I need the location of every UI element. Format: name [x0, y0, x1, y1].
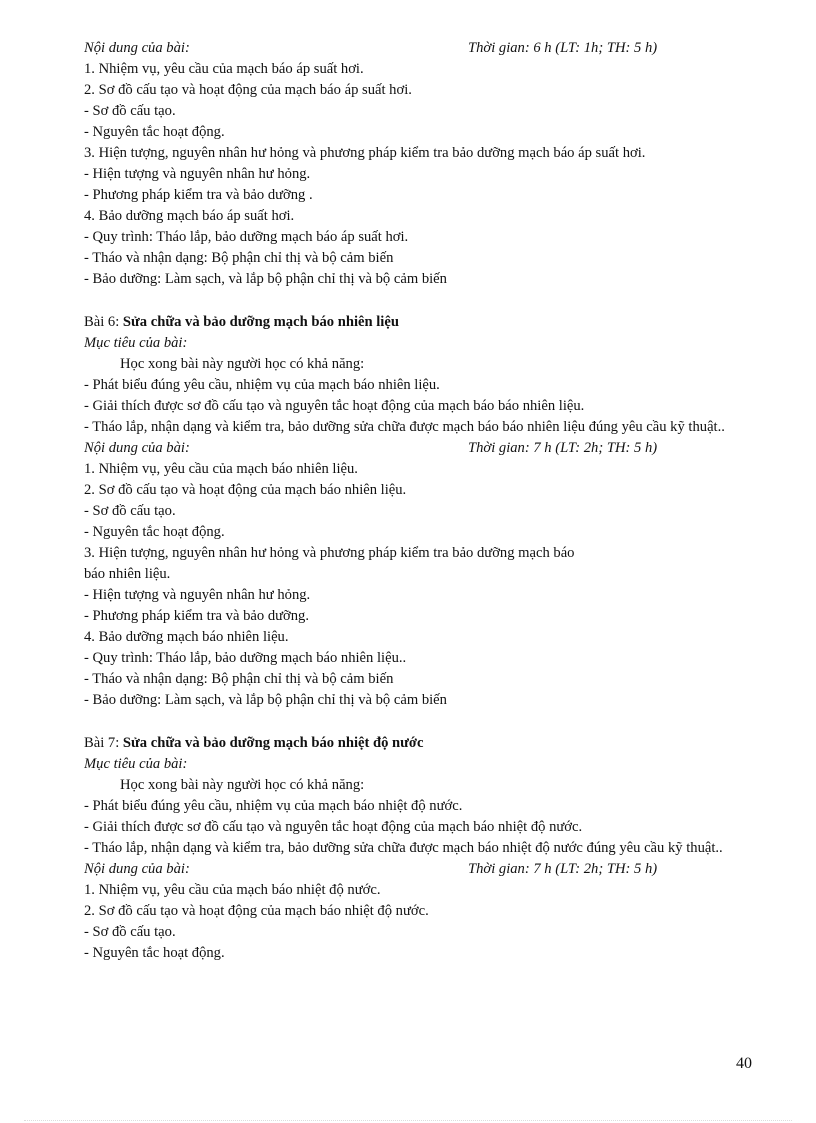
- content-line: - Phương pháp kiểm tra và bảo dưỡng.: [84, 608, 309, 624]
- duration-label: Thời gian: 7 h (LT: 2h; TH: 5 h): [468, 440, 658, 456]
- content-line: 4. Bảo dưỡng mạch báo áp suất hơi.: [84, 208, 295, 224]
- content-line: - Tháo và nhận dạng: Bộ phận chỉ thị và bộ cảm biến: [84, 671, 394, 687]
- objective-line: - Phát biểu đúng yêu cầu, nhiệm vụ của mạch báo nhiên liệu.: [84, 377, 440, 393]
- lesson-title: Sửa chữa và bảo dưỡng mạch báo nhiên liệu: [122, 314, 399, 330]
- section-spacer: [84, 290, 764, 312]
- content-line: - Hiện tượng và nguyên nhân hư hỏng.: [84, 587, 311, 603]
- duration-label: Thời gian: 6 h (LT: 1h; TH: 5 h): [468, 40, 658, 56]
- content-line: - Quy trình: Tháo lắp, bảo dưỡng mạch báo nhiên liệu..: [84, 650, 407, 666]
- content-line: - Nguyên tắc hoạt động.: [84, 124, 225, 140]
- lesson-heading: [84, 733, 764, 754]
- objective-line: - Tháo lắp, nhận dạng và kiểm tra, bảo dưỡng sửa chữa được mạch báo báo nhiên liệu đúng yêu cầu kỹ thuật..: [84, 419, 725, 435]
- objective-label: Mục tiêu của bài:: [84, 335, 188, 351]
- objective-line: - Giải thích được sơ đồ cấu tạo và nguyên tắc hoạt động của mạch báo nhiệt độ nước.: [84, 819, 583, 835]
- section-spacer: [84, 711, 764, 733]
- lesson-prefix: Bài 7:: [84, 735, 123, 751]
- content-line: 1. Nhiệm vụ, yêu cầu của mạch báo nhiệt độ nước.: [84, 882, 381, 898]
- content-line: 3. Hiện tượng, nguyên nhân hư hỏng và phương pháp kiểm tra bảo dưỡng mạch báo áp suất hơi.: [84, 145, 646, 161]
- duration-label: Thời gian: 7 h (LT: 2h; TH: 5 h): [468, 861, 658, 877]
- content-line: - Quy trình: Tháo lắp, bảo dưỡng mạch báo áp suất hơi.: [84, 229, 409, 245]
- content-line: - Sơ đồ cấu tạo.: [84, 924, 176, 940]
- content-line: 1. Nhiệm vụ, yêu cầu của mạch báo áp suất hơi.: [84, 61, 364, 77]
- objective-line: - Phát biểu đúng yêu cầu, nhiệm vụ của mạch báo nhiệt độ nước.: [84, 798, 463, 814]
- objective-intro: Học xong bài này người học có khả năng:: [120, 356, 365, 372]
- content-line: báo nhiên liệu.: [84, 566, 171, 582]
- lesson-title: Sửa chữa và bảo dưỡng mạch báo nhiệt độ nước: [122, 735, 424, 751]
- content-label: Nội dung của bài:: [84, 440, 190, 456]
- lesson-prefix: Bài 6:: [84, 314, 123, 330]
- content-line: 3. Hiện tượng, nguyên nhân hư hỏng và phương pháp kiểm tra bảo dưỡng mạch báo: [84, 545, 575, 561]
- objective-line: - Tháo lắp, nhận dạng và kiểm tra, bảo dưỡng sửa chữa được mạch báo nhiệt độ nước đúng yêu cầu kỹ thuật..: [84, 840, 723, 856]
- objective-line: - Giải thích được sơ đồ cấu tạo và nguyên tắc hoạt động của mạch báo báo nhiên liệu.: [84, 398, 585, 414]
- content-header: [84, 859, 764, 880]
- page-bottom-divider: [24, 1120, 792, 1121]
- content-line: - Phương pháp kiểm tra và bảo dưỡng .: [84, 187, 313, 203]
- content-line: - Sơ đồ cấu tạo.: [84, 103, 176, 119]
- content-line: 2. Sơ đồ cấu tạo và hoạt động của mạch báo áp suất hơi.: [84, 82, 412, 98]
- content-line: - Nguyên tắc hoạt động.: [84, 524, 225, 540]
- objective-intro: Học xong bài này người học có khả năng:: [120, 777, 365, 793]
- content-line: - Nguyên tắc hoạt động.: [84, 945, 225, 961]
- content-line: - Bảo dưỡng: Làm sạch, và lắp bộ phận chỉ thị và bộ cảm biến: [84, 692, 447, 708]
- content-line: 4. Bảo dưỡng mạch báo nhiên liệu.: [84, 629, 289, 645]
- content-line: - Tháo và nhận dạng: Bộ phận chỉ thị và bộ cảm biến: [84, 250, 394, 266]
- objective-label: Mục tiêu của bài:: [84, 756, 188, 772]
- document-page: [84, 38, 764, 964]
- content-line: 2. Sơ đồ cấu tạo và hoạt động của mạch báo nhiên liệu.: [84, 482, 407, 498]
- content-line: 2. Sơ đồ cấu tạo và hoạt động của mạch báo nhiệt độ nước.: [84, 903, 429, 919]
- content-line: - Sơ đồ cấu tạo.: [84, 503, 176, 519]
- content-line: - Bảo dưỡng: Làm sạch, và lắp bộ phận chỉ thị và bộ cảm biến: [84, 271, 447, 287]
- content-label: Nội dung của bài:: [84, 861, 190, 877]
- page-number: 40: [736, 1055, 752, 1072]
- content-line: - Hiện tượng và nguyên nhân hư hỏng.: [84, 166, 311, 182]
- lesson-heading: [84, 312, 764, 333]
- content-line: 1. Nhiệm vụ, yêu cầu của mạch báo nhiên liệu.: [84, 461, 358, 477]
- content-label: Nội dung của bài:: [84, 40, 190, 56]
- content-header: [84, 38, 764, 59]
- content-header: [84, 438, 764, 459]
